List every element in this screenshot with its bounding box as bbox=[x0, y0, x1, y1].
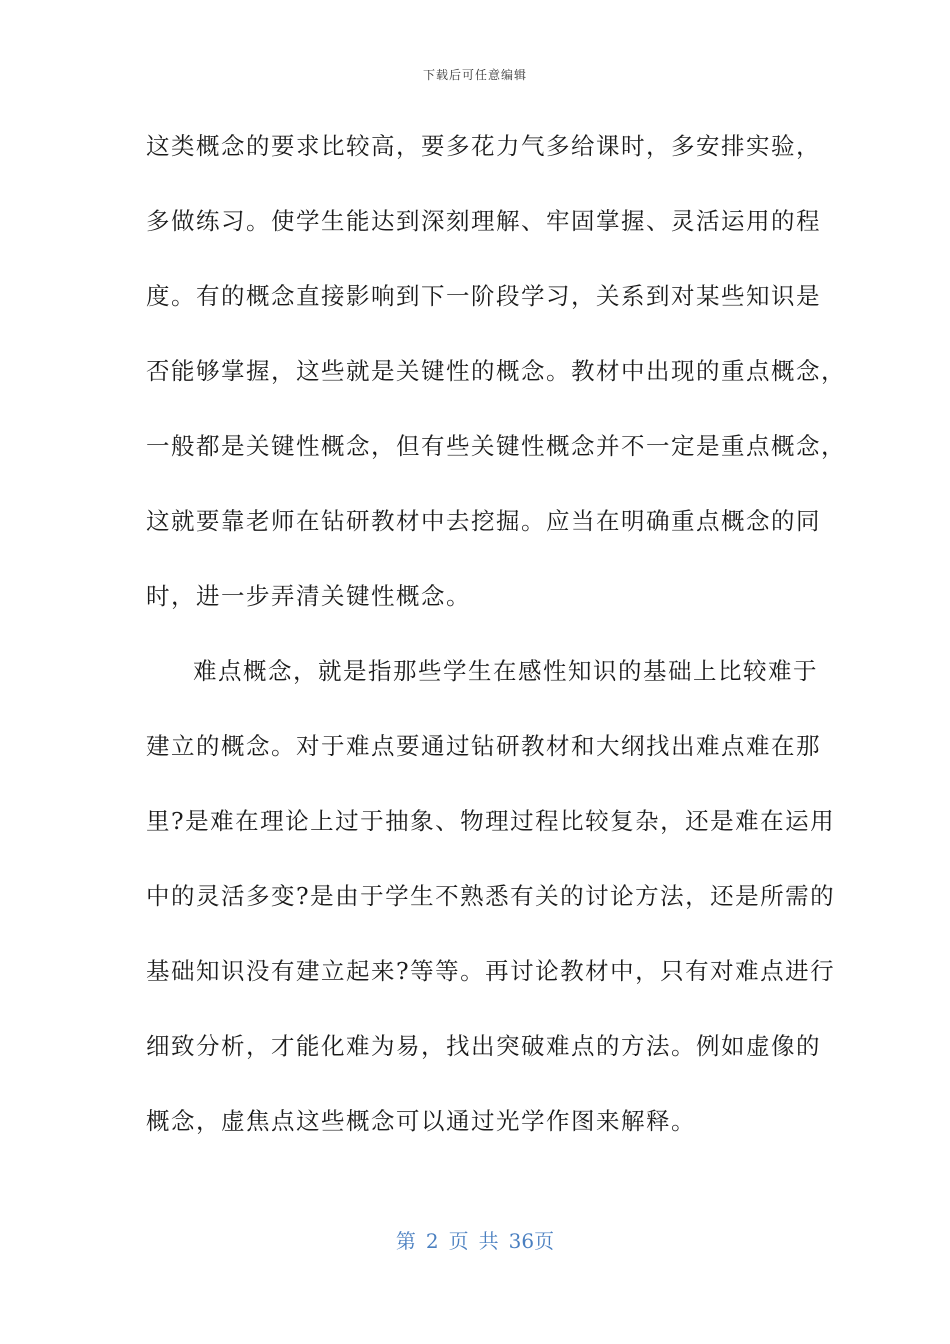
text-line: 中的灵活多变?是由于学生不熟悉有关的讨论方法，还是所需的 bbox=[146, 882, 836, 910]
text-line: 时，进一步弄清关键性概念。 bbox=[146, 582, 471, 610]
paragraph-1 bbox=[146, 124, 846, 649]
document-body bbox=[146, 124, 846, 1174]
page-footer bbox=[0, 1225, 950, 1254]
text-line: 这类概念的要求比较高，要多花力气多给课时，多安排实验， bbox=[146, 132, 821, 160]
footer-page-word: 页 bbox=[448, 1229, 469, 1253]
page-header: 下载后可任意编辑 bbox=[422, 68, 527, 82]
text-line: 概念，虚焦点这些概念可以通过光学作图来解释。 bbox=[146, 1107, 696, 1135]
text-line: 这就要靠老师在钻研教材中去挖掘。应当在明确重点概念的同 bbox=[146, 507, 821, 535]
text-line: 难点概念，就是指那些学生在感性知识的基础上比较难于 bbox=[193, 657, 818, 685]
text-line: 基础知识没有建立起来?等等。再讨论教材中，只有对难点进行 bbox=[146, 957, 836, 985]
text-line: 度。有的概念直接影响到下一阶段学习，关系到对某些知识是 bbox=[146, 282, 821, 310]
text-line: 建立的概念。对于难点要通过钻研教材和大纲找出难点难在那 bbox=[146, 732, 821, 760]
footer-total-pages: 36页 bbox=[508, 1229, 555, 1253]
text-line: 里?是难在理论上过于抽象、物理过程比较复杂，还是难在运用 bbox=[146, 807, 836, 835]
paragraph-2 bbox=[146, 649, 836, 1174]
footer-total-word: 共 bbox=[478, 1229, 499, 1253]
footer-prefix: 第 bbox=[395, 1229, 416, 1253]
text-line: 多做练习。使学生能达到深刻理解、牢固掌握、灵活运用的程 bbox=[146, 207, 821, 235]
text-line: 否能够掌握，这些就是关键性的概念。教材中出现的重点概念， bbox=[146, 357, 846, 385]
footer-current-page: 2 bbox=[425, 1229, 439, 1253]
text-line: 细致分析，才能化难为易，找出突破难点的方法。例如虚像的 bbox=[146, 1032, 821, 1060]
text-line: 一般都是关键性概念，但有些关键性概念并不一定是重点概念， bbox=[146, 432, 846, 460]
